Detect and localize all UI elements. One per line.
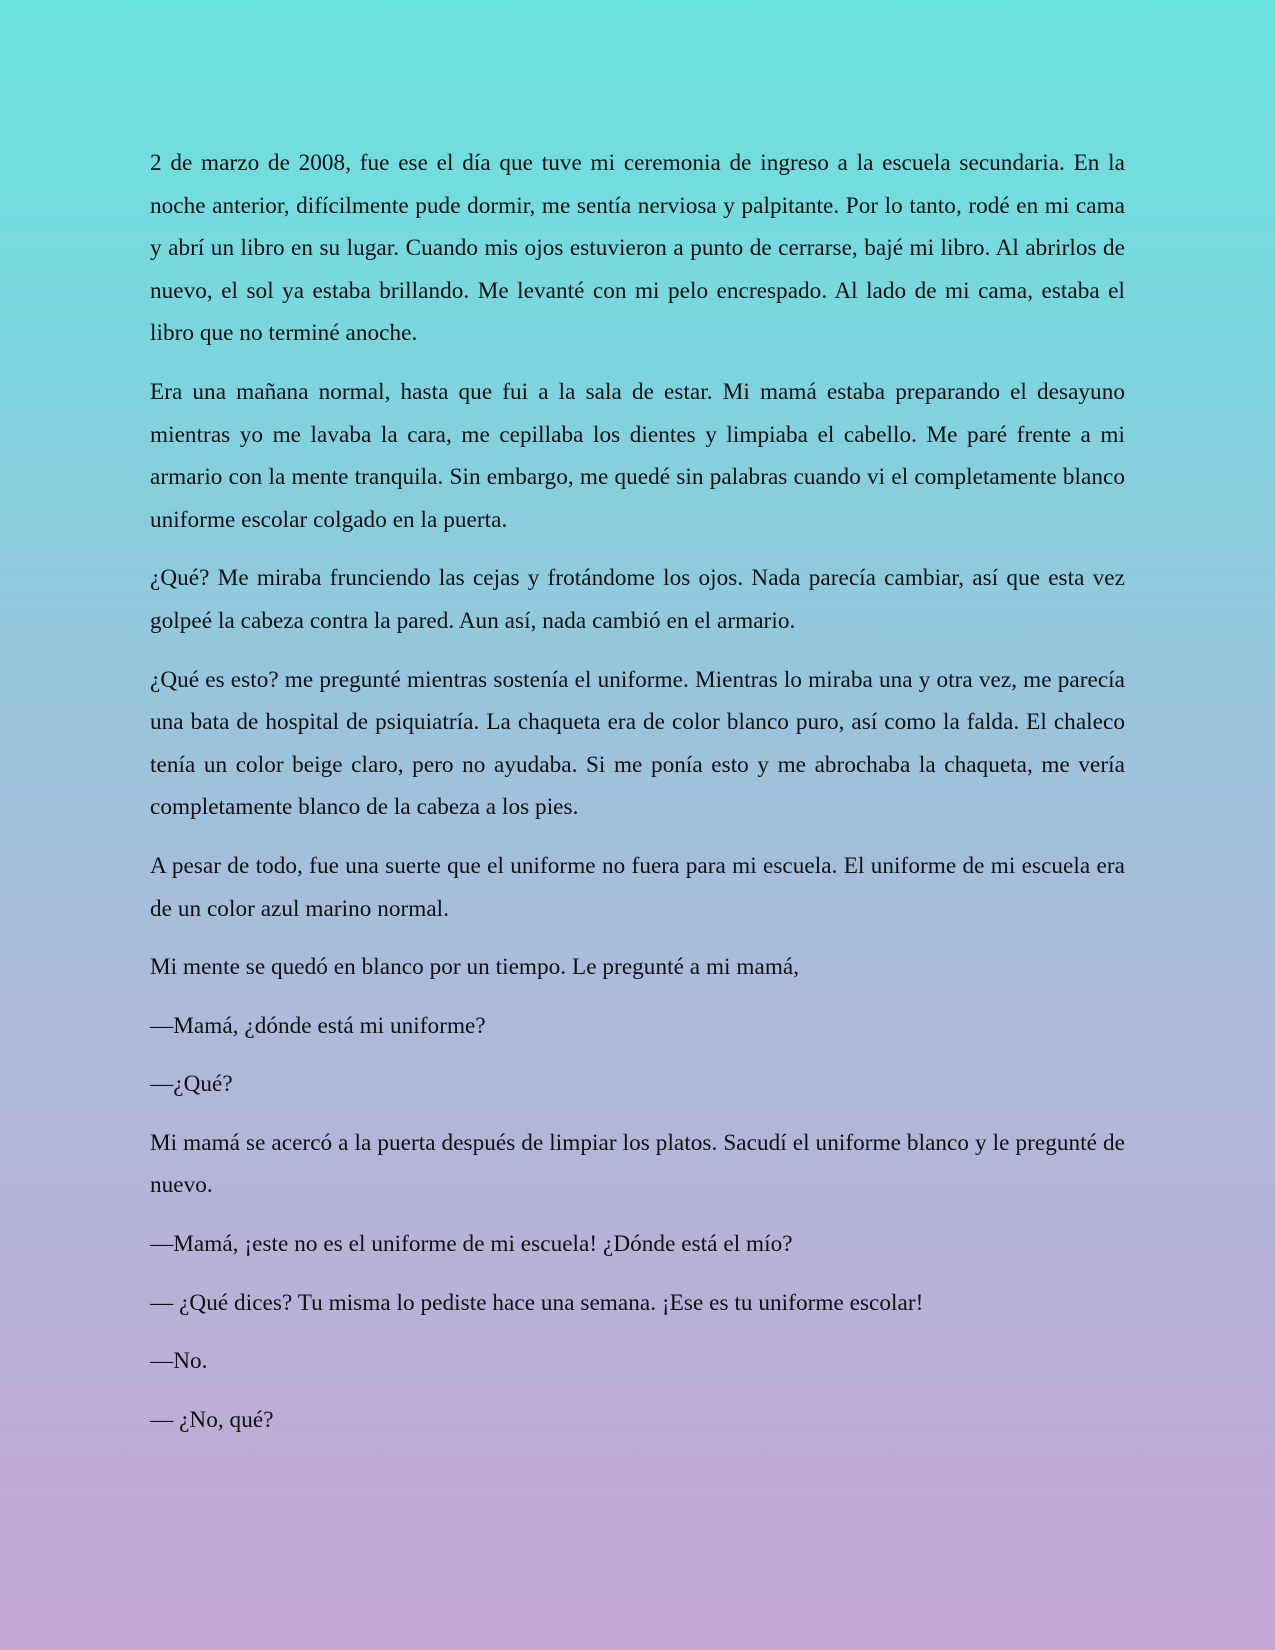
paragraph-3: ¿Qué? Me miraba frunciendo las cejas y frotándome los ojos. Nada parecía cambiar, así que esta vez golpeé la cabeza contra la pared. Aun así, nada cambió en el armario. [150,565,1125,634]
dialog-line-3: —Mamá, ¡este no es el uniforme de mi escuela! ¿Dónde está el mío? [150,1231,793,1258]
document-page [150,142,1125,1457]
paragraph-2: Era una mañana normal, hasta que fui a la sala de estar. Mi mamá estaba preparando el desayuno mientras yo me lavaba la cara, me cepillaba los dientes y limpiaba el cabello. Me paré frente a mi armario con la mente tranquila. Sin embargo, me quedé sin palabras cuando vi el completamente blanco uniforme escolar colgado en la puerta. [150,378,1125,533]
dialog-line-1: —Mamá, ¿dónde está mi uniforme? [150,1012,486,1039]
dialog-line-4: — ¿Qué dices? Tu misma lo pediste hace una semana. ¡Ese es tu uniforme escolar! [150,1289,924,1316]
paragraph-4: ¿Qué es esto? me pregunté mientras sostenía el uniforme. Mientras lo miraba una y otra vez, me parecía una bata de hospital de psiquiatría. La chaqueta era de color blanco puro, así como la falda. El chaleco tenía un color beige claro, pero no ayudaba. Si me ponía esto y me abrochaba la chaqueta, me vería completamente blanco de la cabeza a los pies. [150,666,1125,821]
dialog-line-2: —¿Qué? [150,1071,233,1098]
dialog-line-6: — ¿No, qué? [150,1406,274,1433]
paragraph-7: Mi mamá se acercó a la puerta después de limpiar los platos. Sacudí el uniforme blanco y le pregunté de nuevo. [150,1129,1125,1199]
paragraph-6: Mi mente se quedó en blanco por un tiempo. Le pregunté a mi mamá, [150,954,800,981]
paragraph-1: 2 de marzo de 2008, fue ese el día que tuve mi ceremonia de ingreso a la escuela secundaria. En la noche anterior, difícilmente pude dormir, me sentía nerviosa y palpitante. Por lo tanto, rodé en mi cama y abrí un libro en su lugar. Cuando mis ojos estuvieron a punto de cerrarse, bajé mi libro. Al abrirlos de nuevo, el sol ya estaba brillando. Me levanté con mi pelo encrespado. Al lado de mi cama, estaba el libro que no terminé anoche. [150,150,1125,347]
paragraph-5: A pesar de todo, fue una suerte que el uniforme no fuera para mi escuela. El uniforme de mi escuela era de un color azul marino normal. [150,852,1125,922]
dialog-line-5: —No. [150,1348,208,1375]
